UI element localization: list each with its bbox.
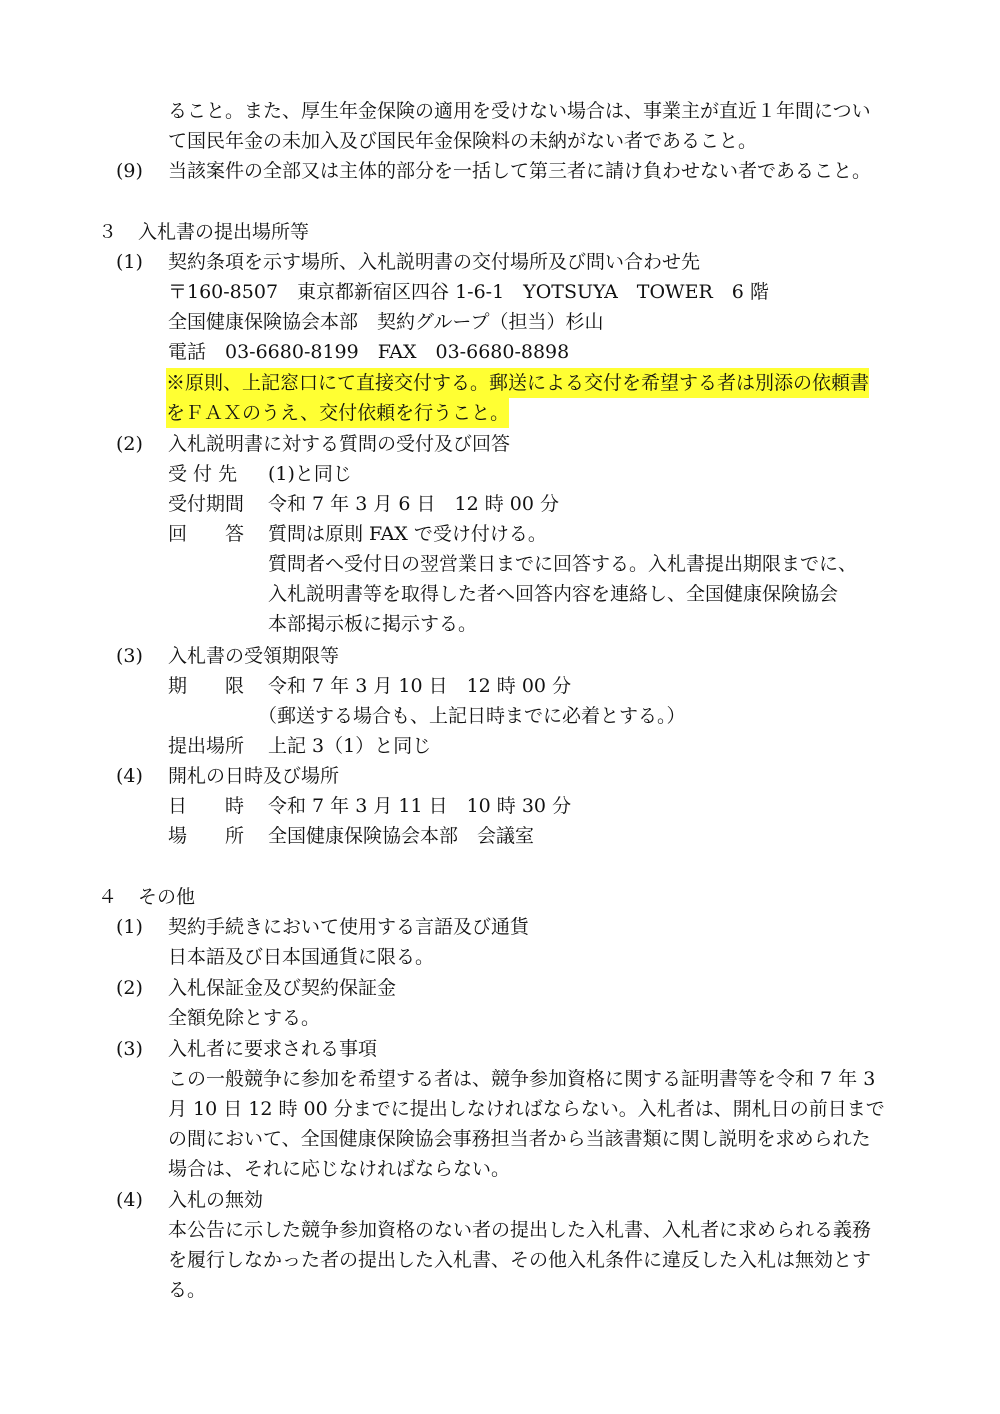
sec4-item4-body-2: を履行しなかった者の提出した入札書、その他入札条件に違反した入札は無効とす — [168, 1249, 872, 1271]
sec4-item2-title: 入札保証金及び契約保証金 — [168, 977, 397, 999]
sec4-item4-body-1: 本公告に示した競争参加資格のない者の提出した入札書、入札者に求められる義務 — [168, 1219, 872, 1241]
submit-place-value: 上記 3（1）と同じ — [268, 735, 432, 757]
item-9-text: 当該案件の全部又は主体的部分を一括して第三者に請け負わせない者であること。 — [168, 160, 872, 182]
deadline-value: 令和 7 年 3 月 10 日 12 時 00 分 — [268, 675, 572, 697]
answer-line-3: 入札説明書等を取得した者へ回答内容を連絡し、全国健康保険協会 — [268, 583, 839, 605]
sec4-item3-body-3: の間において、全国健康保険協会事務担当者から当該書類に関し説明を求められた — [168, 1128, 871, 1150]
sec4-item3-body-2: 月 10 日 12 時 00 分までに提出しなければならない。入札者は、開札日の前日まで — [168, 1098, 885, 1120]
submit-place-label: 提出場所 — [168, 735, 245, 757]
sec3-item4-title: 開札の日時及び場所 — [168, 765, 340, 787]
answer-line-1: 質問は原則 FAX で受け付ける。 — [268, 523, 547, 545]
sec3-item4-number: (4) — [116, 765, 143, 787]
deadline-label: 期 限 — [168, 675, 245, 697]
highlight-note-line-2: をＦＡＸのうえ、交付依頼を行うこと。 — [166, 398, 509, 428]
intro-line-2: て国民年金の未加入及び国民年金保険料の未納がない者であること。 — [168, 130, 758, 152]
recv-label: 受 付 先 — [168, 463, 238, 485]
sec4-item2-number: (2) — [116, 977, 143, 999]
postal-address: 〒160-8507 東京都新宿区四谷 1-6-1 YOTSUYA TOWER 6 階 — [168, 281, 769, 303]
sec3-item2-title: 入札説明書に対する質問の受付及び回答 — [168, 433, 511, 455]
sec4-item4-title: 入札の無効 — [168, 1189, 264, 1211]
phone-fax: 電話 03-6680-8199 FAX 03-6680-8898 — [168, 341, 570, 363]
sec3-item1-title: 契約条項を示す場所、入札説明書の交付場所及び問い合わせ先 — [168, 251, 701, 273]
sec4-item1-number: (1) — [116, 916, 143, 938]
sec4-item3-number: (3) — [116, 1038, 143, 1060]
contact-person: 全国健康保険協会本部 契約グループ（担当）杉山 — [168, 311, 604, 333]
section-3-number: ３ — [98, 221, 118, 243]
sec4-item3-title: 入札者に要求される事項 — [168, 1038, 378, 1060]
deadline-note: （郵送する場合も、上記日時までに必着とする。） — [258, 705, 686, 727]
section-4-heading: その他 — [138, 886, 196, 908]
answer-label: 回 答 — [168, 523, 245, 545]
sec3-item2-number: (2) — [116, 433, 143, 455]
intro-line-1: ること。また、厚生年金保険の適用を受けない場合は、事業主が直近１年間につい — [168, 100, 871, 122]
section-3-heading: 入札書の提出場所等 — [138, 221, 310, 243]
recv-value: (1)と同じ — [268, 463, 352, 485]
sec3-item1-number: (1) — [116, 251, 143, 273]
section-4-number: ４ — [98, 886, 118, 908]
sec4-item3-body-1: この一般競争に参加を希望する者は、競争参加資格に関する証明書等を令和 7 年 3 — [168, 1068, 876, 1090]
sec4-item3-body-4: 場合は、それに応じなければならない。 — [168, 1158, 511, 1180]
sec3-item3-number: (3) — [116, 645, 143, 667]
sec4-item4-body-3: る。 — [168, 1279, 207, 1301]
opening-date-value: 令和 7 年 3 月 11 日 10 時 30 分 — [268, 795, 572, 817]
opening-place-value: 全国健康保険協会本部 会議室 — [268, 825, 535, 847]
answer-line-4: 本部掲示板に掲示する。 — [268, 613, 478, 635]
sec4-item1-title: 契約手続きにおいて使用する言語及び通貨 — [168, 916, 530, 938]
period-value: 令和 7 年 3 月 6 日 12 時 00 分 — [268, 493, 559, 515]
sec3-item3-title: 入札書の受領期限等 — [168, 645, 340, 667]
sec4-item1-body: 日本語及び日本国通貨に限る。 — [168, 946, 435, 968]
item-9-number: (9) — [116, 160, 143, 182]
period-label: 受付期間 — [168, 493, 245, 515]
opening-date-label: 日 時 — [168, 795, 245, 817]
opening-place-label: 場 所 — [168, 825, 245, 847]
answer-line-2: 質問者へ受付日の翌営業日までに回答する。入札書提出期限までに、 — [268, 553, 858, 575]
sec4-item4-number: (4) — [116, 1189, 143, 1211]
sec4-item2-body: 全額免除とする。 — [168, 1007, 321, 1029]
highlight-note-line-1: ※原則、上記窓口にて直接交付する。郵送による交付を希望する者は別添の依頼書 — [166, 368, 869, 398]
